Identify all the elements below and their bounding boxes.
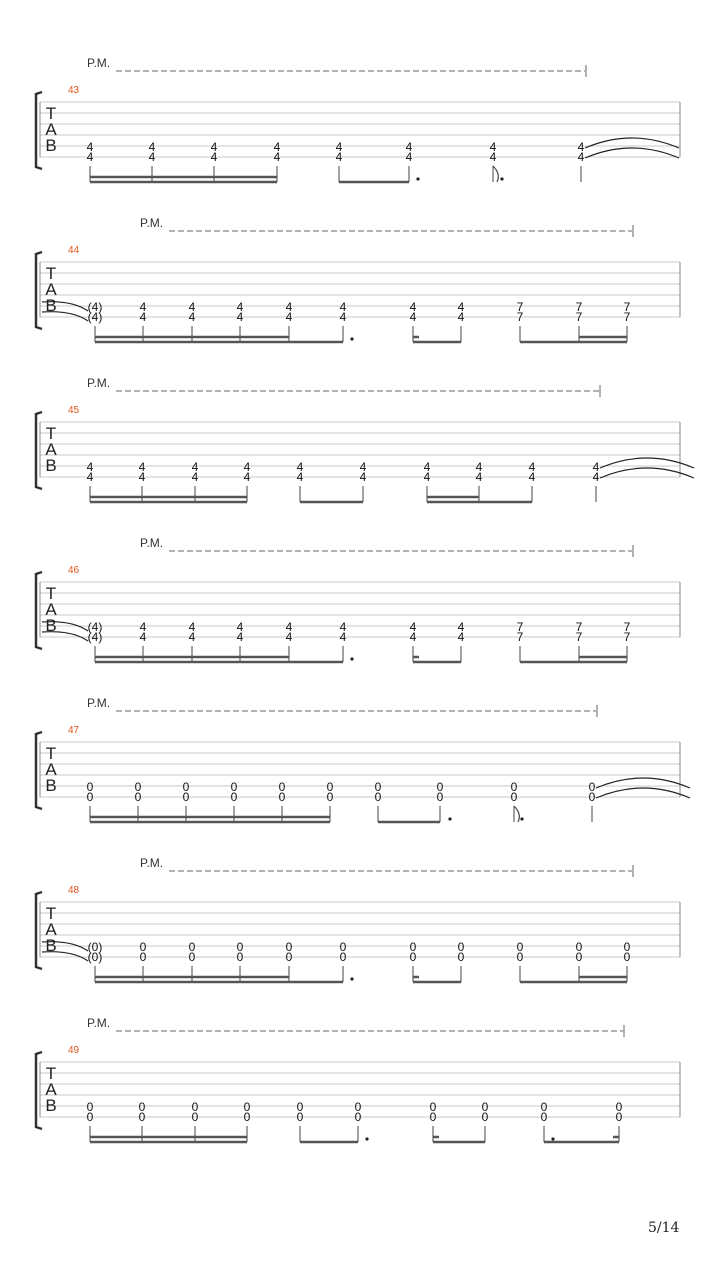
fret-number: 0 <box>588 790 596 804</box>
fret-number: (4) <box>87 310 103 324</box>
fret-number: 0 <box>285 950 293 964</box>
measure-number: 49 <box>68 1045 80 1056</box>
fret-number: 0 <box>191 1100 199 1114</box>
measure-number: 43 <box>68 85 80 96</box>
pm-label: P.M. <box>87 1016 111 1030</box>
fret-number: 4 <box>285 310 293 324</box>
fret-number: 4 <box>188 310 196 324</box>
measure-number: 45 <box>68 405 80 416</box>
fret-number: (4) <box>87 620 103 634</box>
fret-number: 0 <box>374 780 382 794</box>
fret-number: 4 <box>243 460 251 474</box>
fret-number: 0 <box>575 940 583 954</box>
pm-label: P.M. <box>140 856 164 870</box>
fret-number: 4 <box>138 460 146 474</box>
fret-number: 4 <box>296 470 304 484</box>
tab-letter-T: T <box>45 104 57 123</box>
fret-number: 0 <box>510 790 518 804</box>
fret-number: 4 <box>577 140 585 154</box>
tab-letter-B: B <box>45 1096 57 1115</box>
fret-number: 4 <box>139 620 147 634</box>
tab-letter-B: B <box>45 456 57 475</box>
fret-number: 0 <box>188 940 196 954</box>
fret-number: 0 <box>236 950 244 964</box>
fret-number: 4 <box>148 140 156 154</box>
fret-number: 0 <box>278 790 286 804</box>
fret-number: 4 <box>405 140 413 154</box>
dot <box>551 1137 554 1140</box>
fret-number: 4 <box>236 630 244 644</box>
fret-number: 0 <box>436 780 444 794</box>
fret-number: 4 <box>409 300 417 314</box>
fret-number: 4 <box>457 620 465 634</box>
fret-number: 7 <box>516 620 524 634</box>
fret-number: 0 <box>436 790 444 804</box>
fret-number: (0) <box>87 940 103 954</box>
fret-number: 4 <box>489 140 497 154</box>
fret-number: 0 <box>134 790 142 804</box>
fret-number: 0 <box>457 950 465 964</box>
fret-number: 4 <box>592 470 600 484</box>
fret-number: 0 <box>615 1100 623 1114</box>
fret-number: 4 <box>188 300 196 314</box>
fret-number: 0 <box>429 1110 437 1124</box>
fret-number: 0 <box>623 940 631 954</box>
fret-number: 7 <box>575 300 583 314</box>
fret-number: 0 <box>188 950 196 964</box>
tab-letter-B: B <box>45 776 57 795</box>
fret-number: 0 <box>278 780 286 794</box>
fret-number: 4 <box>423 460 431 474</box>
note-flag <box>514 806 519 822</box>
fret-number: 0 <box>138 1110 146 1124</box>
fret-number: 4 <box>139 630 147 644</box>
tab-letter-A: A <box>45 760 57 779</box>
fret-number: 0 <box>138 1100 146 1114</box>
fret-number: 7 <box>623 300 631 314</box>
fret-number: 4 <box>86 460 94 474</box>
fret-number: 4 <box>148 150 156 164</box>
fret-number: 4 <box>285 620 293 634</box>
fret-number: 4 <box>475 460 483 474</box>
fret-number: 0 <box>354 1110 362 1124</box>
fret-number: 4 <box>405 150 413 164</box>
tab-letter-T: T <box>45 424 57 443</box>
fret-number: 0 <box>516 940 524 954</box>
tab-letter-A: A <box>45 920 57 939</box>
fret-number: 4 <box>335 140 343 154</box>
tab-letter-T: T <box>45 584 57 603</box>
fret-number: 7 <box>575 620 583 634</box>
fret-number: 4 <box>359 460 367 474</box>
fret-number: 4 <box>188 620 196 634</box>
tab-letter-B: B <box>45 296 57 315</box>
fret-number: 4 <box>457 310 465 324</box>
tab-letter-B: B <box>45 136 57 155</box>
fret-number: 0 <box>86 1110 94 1124</box>
fret-number: (4) <box>87 300 103 314</box>
pm-label: P.M. <box>140 536 164 550</box>
fret-number: 4 <box>138 470 146 484</box>
fret-number: 4 <box>339 630 347 644</box>
fret-number: 4 <box>191 460 199 474</box>
fret-number: 4 <box>139 310 147 324</box>
fret-number: 4 <box>191 470 199 484</box>
fret-number: 0 <box>285 940 293 954</box>
pm-label: P.M. <box>140 216 164 230</box>
fret-number: 4 <box>188 630 196 644</box>
measure-number: 44 <box>68 245 80 256</box>
fret-number: 0 <box>243 1100 251 1114</box>
fret-number: 4 <box>528 460 536 474</box>
fret-number: 4 <box>86 470 94 484</box>
tab-letter-A: A <box>45 600 57 619</box>
fret-number: 0 <box>481 1110 489 1124</box>
fret-number: 0 <box>516 950 524 964</box>
fret-number: 0 <box>182 790 190 804</box>
fret-number: 4 <box>592 460 600 474</box>
fret-number: (4) <box>87 630 103 644</box>
fret-number: 4 <box>236 620 244 634</box>
fret-number: 4 <box>528 470 536 484</box>
fret-number: 0 <box>409 950 417 964</box>
tab-letter-T: T <box>45 744 57 763</box>
fret-number: 4 <box>359 470 367 484</box>
fret-number: 0 <box>134 780 142 794</box>
fret-number: 0 <box>510 780 518 794</box>
note-flag <box>493 166 498 182</box>
fret-number: 0 <box>374 790 382 804</box>
fret-number: 7 <box>516 300 524 314</box>
dot <box>350 657 353 660</box>
fret-number: 7 <box>575 630 583 644</box>
fret-number: 0 <box>243 1110 251 1124</box>
fret-number: 4 <box>409 620 417 634</box>
fret-number: 4 <box>296 460 304 474</box>
dot <box>448 817 451 820</box>
fret-number: 4 <box>339 620 347 634</box>
tab-letter-B: B <box>45 616 57 635</box>
pm-label: P.M. <box>87 376 111 390</box>
fret-number: 4 <box>86 140 94 154</box>
dot <box>520 817 523 820</box>
pm-label: P.M. <box>87 696 111 710</box>
measure-number: 46 <box>68 565 80 576</box>
page-number: 5/14 <box>648 1220 680 1236</box>
fret-number: 0 <box>339 940 347 954</box>
fret-number: 0 <box>296 1100 304 1114</box>
fret-number: 4 <box>339 300 347 314</box>
fret-number: 4 <box>210 150 218 164</box>
fret-number: 0 <box>230 780 238 794</box>
fret-number: 0 <box>86 790 94 804</box>
fret-number: 7 <box>623 310 631 324</box>
fret-number: 7 <box>623 620 631 634</box>
fret-number: 7 <box>516 630 524 644</box>
fret-number: 0 <box>354 1100 362 1114</box>
fret-number: 0 <box>575 950 583 964</box>
fret-number: 0 <box>339 950 347 964</box>
fret-number: 0 <box>236 940 244 954</box>
dot <box>416 177 419 180</box>
tab-letter-T: T <box>45 904 57 923</box>
fret-number: (0) <box>87 950 103 964</box>
fret-number: 4 <box>475 470 483 484</box>
dot <box>350 337 353 340</box>
fret-number: 0 <box>230 790 238 804</box>
fret-number: 0 <box>139 940 147 954</box>
fret-number: 0 <box>457 940 465 954</box>
dot <box>350 977 353 980</box>
fret-number: 4 <box>577 150 585 164</box>
fret-number: 0 <box>540 1100 548 1114</box>
measure-number: 48 <box>68 885 80 896</box>
pm-label: P.M. <box>87 56 111 70</box>
tab-letter-A: A <box>45 1080 57 1099</box>
fret-number: 7 <box>516 310 524 324</box>
fret-number: 4 <box>273 150 281 164</box>
fret-number: 0 <box>326 780 334 794</box>
fret-number: 4 <box>409 630 417 644</box>
fret-number: 0 <box>296 1110 304 1124</box>
dot <box>365 1137 368 1140</box>
fret-number: 0 <box>615 1110 623 1124</box>
fret-number: 0 <box>326 790 334 804</box>
fret-number: 0 <box>540 1110 548 1124</box>
fret-number: 4 <box>409 310 417 324</box>
fret-number: 0 <box>86 1100 94 1114</box>
fret-number: 4 <box>285 630 293 644</box>
fret-number: 4 <box>86 150 94 164</box>
fret-number: 7 <box>575 310 583 324</box>
fret-number: 4 <box>339 310 347 324</box>
fret-number: 0 <box>623 950 631 964</box>
fret-number: 4 <box>457 630 465 644</box>
fret-number: 0 <box>409 940 417 954</box>
tab-letter-A: A <box>45 280 57 299</box>
measure-number: 47 <box>68 725 80 736</box>
fret-number: 0 <box>588 780 596 794</box>
fret-number: 4 <box>236 310 244 324</box>
fret-number: 4 <box>236 300 244 314</box>
fret-number: 4 <box>423 470 431 484</box>
fret-number: 0 <box>182 780 190 794</box>
fret-number: 4 <box>335 150 343 164</box>
fret-number: 0 <box>481 1100 489 1114</box>
fret-number: 0 <box>191 1110 199 1124</box>
fret-number: 0 <box>429 1100 437 1114</box>
fret-number: 4 <box>273 140 281 154</box>
tab-letter-B: B <box>45 936 57 955</box>
fret-number: 4 <box>489 150 497 164</box>
fret-number: 4 <box>457 300 465 314</box>
fret-number: 4 <box>139 300 147 314</box>
fret-number: 4 <box>210 140 218 154</box>
dot <box>500 177 503 180</box>
fret-number: 4 <box>243 470 251 484</box>
tab-letter-A: A <box>45 440 57 459</box>
fret-number: 0 <box>139 950 147 964</box>
tab-letter-A: A <box>45 120 57 139</box>
fret-number: 4 <box>285 300 293 314</box>
tab-letter-T: T <box>45 264 57 283</box>
fret-number: 7 <box>623 630 631 644</box>
tab-letter-T: T <box>45 1064 57 1083</box>
fret-number: 0 <box>86 780 94 794</box>
